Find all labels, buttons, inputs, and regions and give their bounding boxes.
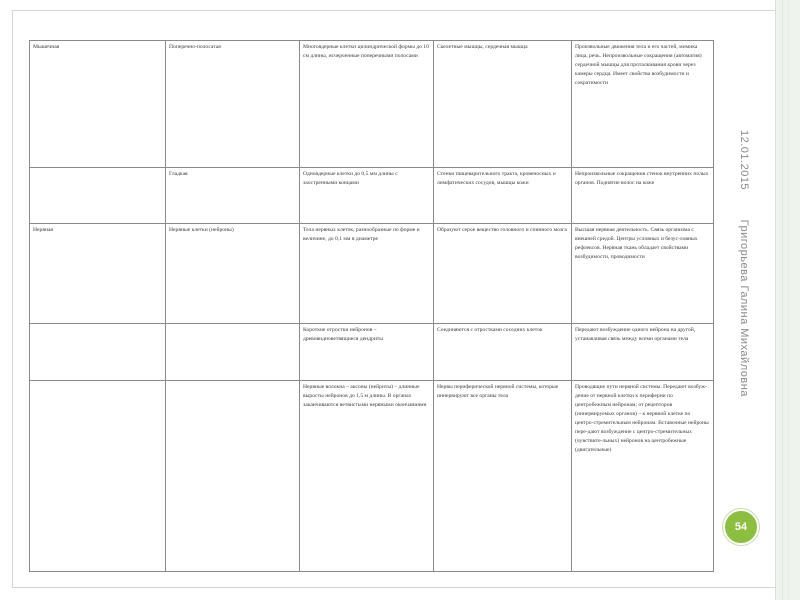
function-cell: Проводящие пути нервной системы. Передают возбуж-дение от нервной клетки к периферии по центробежным нейронам; от рецепторов (иннервируемых органов) – к нервной клетке по центро-стремительным нейронам. Вставочные нейроны пере-дают возбуждение с центро-стремительных (чувствите-льных) нейронов на центробежные (двигательные) (572, 381, 714, 572)
location-cell: Нервы периферической нервной системы, которые иннервируют все органы тела (434, 381, 572, 572)
slide-date: 12.01.2015 (738, 130, 750, 191)
location-cell: Соединяются с отростками соседних клеток (434, 324, 572, 381)
tissue-type-cell (30, 324, 166, 381)
structure-cell: Многоядерные клетки цилиндрической формы до 10 см длины, исчерченные поперечными полосами (300, 41, 434, 168)
vertical-footer-text (738, 130, 750, 397)
function-cell: Передают возбуждение одного нейрона на другой, устанавливая связь между всеми органами тела (572, 324, 714, 381)
location-cell: Образуют серое вещество головного и спинного мозга (434, 224, 572, 324)
table-row (30, 168, 714, 224)
tissue-type-cell (30, 168, 166, 224)
table-row (30, 224, 714, 324)
structure-cell: Нервные волокна – аксоны (нейриты) – длинные выросты нейронов до 1,5 м длины. В органах заканчиваются ветвистыми нервными окончаниями (300, 381, 434, 572)
location-cell: Скелетные мышцы, сердечная мышца (434, 41, 572, 168)
page-number-badge (723, 509, 759, 545)
structure-cell: Короткие отростки нейронов – древовидноветвящиеся дендриты (300, 324, 434, 381)
tissue-type-cell (30, 381, 166, 572)
table-row (30, 324, 714, 381)
table-row (30, 41, 714, 168)
function-cell: Произвольные движения тела и его частей, мимика лица, речь. Непроизвольные сокращения (автоматия) сердечной мышцы для проталкивания крови через камеры сердца. Имеет свойства возбудимости и сократимости (572, 41, 714, 168)
tissue-kind-cell: Гладкая (166, 168, 300, 224)
tissue-kind-cell (166, 324, 300, 381)
table-row (30, 381, 714, 572)
structure-cell: Тела нервных клеток, разнообразные по форме и величине, до 0,1 мм в диаметре (300, 224, 434, 324)
location-cell: Стенки пищеварительного тракта, кровеносных и лимфатических сосудов, мышцы кожи (434, 168, 572, 224)
tissue-type-cell: Мышечная (30, 41, 166, 168)
page-number: 54 (734, 521, 748, 533)
decorative-side-band (775, 0, 800, 600)
tissue-table (29, 40, 714, 572)
tissue-kind-cell: Поперечно-полосатая (166, 41, 300, 168)
structure-cell: Одноядерные клетки до 0,5 мм длины с заостренными концами (300, 168, 434, 224)
function-cell: Высшая нервная деятельность. Связь организма с внешней средой. Центры условных и безус-ловных рефлексов. Нервная ткань обладает свойствами возбудимости, проводимости (572, 224, 714, 324)
slide-author: Григорьева Галина Михайловна (738, 219, 750, 397)
function-cell: Непроизвольные сокращения стенок внутренних полых органов. Поднятие волос на коже (572, 168, 714, 224)
tissue-kind-cell (166, 381, 300, 572)
tissue-kind-cell: Нервные клетки (нейроны) (166, 224, 300, 324)
tissue-type-cell: Нервная (30, 224, 166, 324)
